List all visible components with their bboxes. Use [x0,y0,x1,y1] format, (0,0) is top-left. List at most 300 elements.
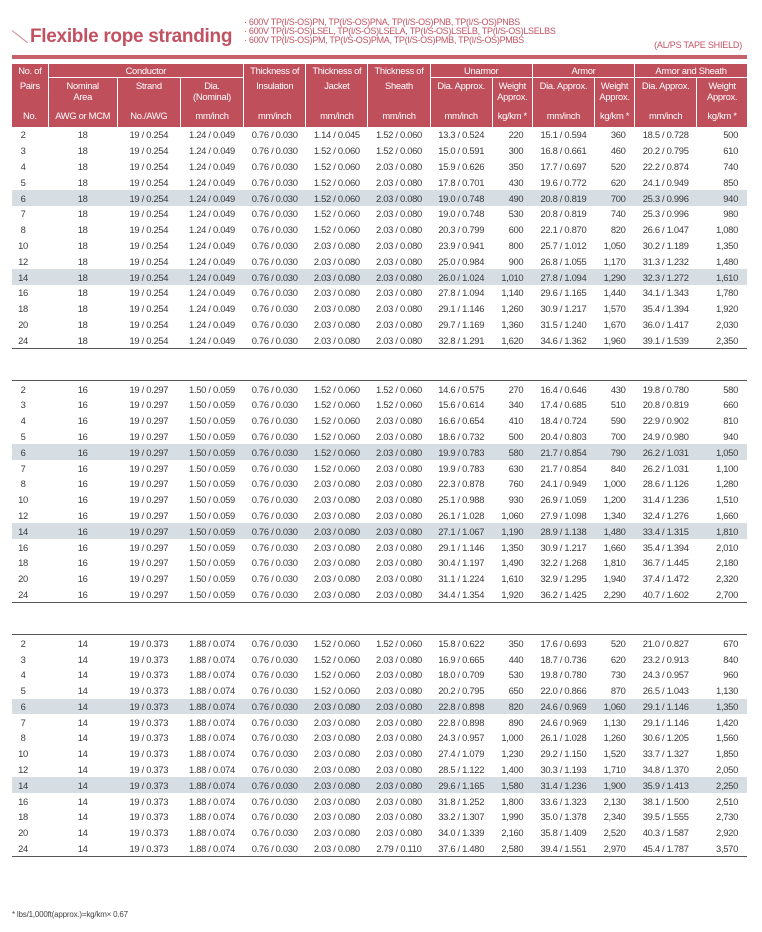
cell-jacket: 2.03 / 0.080 [313,748,360,760]
header-rule [12,55,747,59]
unit-unarmor-dia: mm/inch [430,104,492,127]
cell-sheath: 1.52 / 0.060 [368,381,430,397]
cell-jacket: 1.52 / 0.060 [306,381,368,397]
cell-dia-nominal: 1.50 / 0.059 [189,541,235,553]
cell-armor-weight: 1,570 [603,303,626,315]
cell-unarmor-dia: 30.4 / 1.197 [438,557,485,569]
cell-armor-dia: 22.0 / 0.866 [540,685,587,697]
cell-sheath: 2.03 / 0.080 [376,716,422,728]
cell-dia-nominal: 1.24 / 0.049 [189,145,235,157]
cell-dia-nominal: 1.88 / 0.074 [189,669,235,681]
cell-as-weight: 1,080 [716,224,738,236]
cell-as-dia: 26.2 / 1.031 [635,444,697,460]
cell-jacket: 1.52 / 0.060 [313,176,360,188]
cell-unarmor-weight: 1,800 [501,795,524,807]
cell-nominal-area: 18 [48,127,117,143]
cell-strand: 19 / 0.373 [129,653,169,665]
cell-pairs: 3 [20,145,26,157]
cell-unarmor-weight: 1,620 [492,332,532,348]
cell-dia-nominal: 1.24 / 0.049 [189,255,235,267]
cell-sheath: 2.03 / 0.080 [368,332,430,348]
cell-pairs: 8 [20,732,26,744]
cell-as-dia: 24.9 / 0.980 [642,430,689,442]
cell-armor-weight: 730 [610,669,626,681]
col-group-unarmor: Unarmor [430,64,532,78]
shield-type-label: (AL/PS TAPE SHIELD) [654,40,742,50]
cell-as-weight: 960 [723,669,738,681]
cell-strand: 19 / 0.373 [117,635,180,651]
cell-strand: 19 / 0.373 [117,777,180,793]
cell-sheath: 2.03 / 0.080 [368,777,430,793]
cell-pairs: 5 [20,430,26,442]
cell-armor-dia: 19.6 / 0.772 [540,176,587,188]
cell-unarmor-weight: 350 [508,160,524,172]
table-row [12,253,747,269]
cell-nominal-area: 18 [48,190,117,206]
spacer-cell [12,603,747,635]
cell-unarmor-weight: 340 [508,399,524,411]
cell-strand: 19 / 0.254 [129,160,169,172]
cell-as-dia: 26.5 / 1.043 [642,685,689,697]
cell-jacket: 2.03 / 0.080 [313,764,360,776]
spec-table-body [12,127,747,857]
cell-armor-dia: 30.9 / 1.217 [540,541,587,553]
cell-dia-nominal: 1.88 / 0.074 [189,811,235,823]
cell-jacket: 1.52 / 0.060 [313,160,360,172]
cell-jacket: 1.52 / 0.060 [313,685,360,697]
cell-unarmor-dia: 34.4 / 1.354 [430,587,492,603]
cell-strand: 19 / 0.297 [129,399,169,411]
cell-armor-dia: 32.9 / 1.295 [540,573,587,585]
table-row [12,683,747,699]
table-row [12,809,747,825]
cell-sheath: 2.03 / 0.080 [376,160,422,172]
cell-dia-nominal: 1.24 / 0.049 [189,208,235,220]
cell-pairs: 24 [12,587,48,603]
cell-as-dia: 35.9 / 1.413 [635,777,697,793]
cell-unarmor-dia: 19.9 / 0.783 [430,444,492,460]
cell-as-dia: 21.0 / 0.827 [635,635,697,651]
cell-as-weight: 2,320 [716,573,738,585]
cell-as-dia: 19.8 / 0.780 [635,381,697,397]
cell-nominal-area: 18 [77,255,88,267]
cell-armor-weight: 790 [594,444,634,460]
cell-insulation: 0.76 / 0.030 [244,127,306,143]
cell-insulation: 0.76 / 0.030 [251,811,298,823]
cell-unarmor-weight: 1,490 [501,557,524,569]
table-row [12,667,747,683]
cell-insulation: 0.76 / 0.030 [251,415,298,427]
cell-as-weight: 2,700 [697,587,747,603]
cell-as-dia: 35.4 / 1.394 [642,303,689,315]
cell-sheath: 1.52 / 0.060 [368,635,430,651]
cell-pairs: 10 [18,494,28,506]
cell-strand: 19 / 0.297 [129,509,169,521]
cell-unarmor-dia: 29.1 / 1.146 [438,303,485,315]
cell-unarmor-weight: 1,010 [492,269,532,285]
cell-as-weight: 1,850 [716,748,738,760]
cell-as-dia: 40.7 / 1.602 [635,587,697,603]
cell-unarmor-dia: 27.4 / 1.079 [438,748,485,760]
cell-nominal-area: 14 [77,811,88,823]
table-row [12,332,747,348]
cell-as-weight: 1,780 [716,287,738,299]
table-row [12,460,747,476]
cell-insulation: 0.76 / 0.030 [251,573,298,585]
cell-dia-nominal: 1.88 / 0.074 [189,795,235,807]
cell-unarmor-weight: 930 [508,494,524,506]
cell-insulation: 0.76 / 0.030 [244,777,306,793]
cell-as-dia: 30.6 / 1.205 [642,732,689,744]
cell-strand: 19 / 0.297 [129,430,169,442]
cell-pairs: 20 [18,318,28,330]
cell-armor-weight: 1,440 [603,287,626,299]
cell-insulation: 0.76 / 0.030 [244,635,306,651]
table-row [12,429,747,445]
table-row [12,699,747,715]
cell-dia-nominal: 1.88 / 0.074 [180,777,243,793]
cell-dia-nominal: 1.24 / 0.049 [180,269,243,285]
cell-armor-dia: 26.8 / 1.055 [540,255,587,267]
cell-sheath: 2.03 / 0.080 [376,764,422,776]
cell-sheath: 2.03 / 0.080 [376,732,422,744]
cell-dia-nominal: 1.50 / 0.059 [189,509,235,521]
col-nominal-area: Nominal Area [48,78,117,105]
table-row [12,635,747,651]
cell-jacket: 2.03 / 0.080 [306,777,368,793]
unit-dia: mm/inch [180,104,243,127]
cell-strand: 19 / 0.373 [129,669,169,681]
cell-as-weight: 500 [697,127,747,143]
cell-as-dia: 26.6 / 1.047 [642,224,689,236]
cell-as-weight: 1,420 [716,716,738,728]
cell-strand: 19 / 0.297 [117,444,180,460]
cell-nominal-area: 16 [77,573,88,585]
table-row [12,825,747,841]
cell-sheath: 2.03 / 0.080 [368,699,430,715]
cell-strand: 19 / 0.254 [129,255,169,267]
unit-armor-dia: mm/inch [532,104,594,127]
cell-unarmor-dia: 25.1 / 0.988 [438,494,485,506]
cell-as-weight: 1,350 [697,699,747,715]
cell-jacket: 2.03 / 0.080 [313,287,360,299]
cell-pairs: 24 [12,841,48,857]
cell-insulation: 0.76 / 0.030 [251,732,298,744]
cell-as-weight: 840 [723,653,738,665]
cell-jacket: 1.52 / 0.060 [313,462,360,474]
cell-unarmor-weight: 1,230 [501,748,524,760]
cell-nominal-area: 14 [77,827,88,839]
cell-strand: 19 / 0.297 [129,541,169,553]
cell-pairs: 14 [12,269,48,285]
cell-as-weight: 740 [723,160,738,172]
col-insulation-head: Thickness of [244,64,306,78]
cell-strand: 19 / 0.297 [129,415,169,427]
cell-as-dia: 32.4 / 1.276 [642,509,689,521]
cell-sheath: 2.03 / 0.080 [376,462,422,474]
cell-nominal-area: 18 [77,303,88,315]
table-row [12,190,747,206]
cell-as-weight: 2,250 [697,777,747,793]
table-row [12,714,747,730]
cell-as-dia: 38.1 / 1.500 [642,795,689,807]
cell-insulation: 0.76 / 0.030 [251,176,298,188]
cell-armor-weight: 1,200 [603,494,626,506]
cell-armor-dia: 30.9 / 1.217 [540,303,587,315]
cell-pairs: 5 [20,685,26,697]
model-line: · 600V TP(I/S-OS)PM, TP(I/S-OS)PMA, TP(I/S-OS)PMB, TP(I/S-OS)PMBS [244,35,524,45]
cell-sheath: 1.52 / 0.060 [368,127,430,143]
col-unarmor-dia: Dia. Approx. [430,78,492,105]
cell-pairs: 2 [12,127,48,143]
cell-armor-weight: 1,060 [594,699,634,715]
cell-jacket: 1.52 / 0.060 [313,208,360,220]
table-row [12,762,747,778]
cell-as-dia: 31.4 / 1.236 [642,494,689,506]
cell-unarmor-weight: 1,610 [501,573,524,585]
cell-sheath: 2.03 / 0.080 [376,509,422,521]
cell-nominal-area: 16 [77,494,88,506]
page-header [0,0,762,58]
unit-pairs: No. [12,104,48,127]
cell-nominal-area: 14 [77,716,88,728]
cell-pairs: 5 [20,176,26,188]
cell-unarmor-dia: 29.1 / 1.146 [438,541,485,553]
cell-as-dia: 24.1 / 0.949 [642,176,689,188]
cell-jacket: 1.52 / 0.060 [306,444,368,460]
table-row [12,174,747,190]
cell-insulation: 0.76 / 0.030 [244,523,306,539]
cell-as-weight: 1,280 [716,478,738,490]
cell-unarmor-dia: 25.0 / 0.984 [438,255,485,267]
col-sheath-head: Thickness of [368,64,430,78]
cell-armor-weight: 360 [594,127,634,143]
cell-pairs: 8 [20,478,26,490]
cell-pairs: 12 [18,509,28,521]
cell-sheath: 2.03 / 0.080 [376,557,422,569]
cell-jacket: 2.03 / 0.080 [313,255,360,267]
cell-sheath: 2.03 / 0.080 [376,748,422,760]
cell-insulation: 0.76 / 0.030 [251,795,298,807]
cell-sheath: 1.52 / 0.060 [376,145,422,157]
cell-insulation: 0.76 / 0.030 [244,381,306,397]
cell-pairs: 12 [18,764,28,776]
cell-insulation: 0.76 / 0.030 [251,653,298,665]
cell-nominal-area: 18 [77,160,88,172]
cell-insulation: 0.76 / 0.030 [251,430,298,442]
cell-strand: 19 / 0.373 [129,764,169,776]
cell-armor-dia: 29.2 / 1.150 [540,748,587,760]
cell-sheath: 2.03 / 0.080 [376,224,422,236]
cell-insulation: 0.76 / 0.030 [251,208,298,220]
cell-pairs: 16 [18,287,28,299]
unit-armor-weight: kg/km * [594,104,634,127]
cell-strand: 19 / 0.373 [117,841,180,857]
cell-pairs: 14 [12,777,48,793]
cell-as-dia: 29.1 / 1.146 [642,716,689,728]
cell-jacket: 1.52 / 0.060 [306,635,368,651]
cell-unarmor-dia: 22.8 / 0.898 [430,699,492,715]
cell-as-dia: 20.8 / 0.819 [642,399,689,411]
table-row [12,381,747,397]
cell-insulation: 0.76 / 0.030 [251,716,298,728]
cell-insulation: 0.76 / 0.030 [251,827,298,839]
cell-armor-weight: 620 [610,653,626,665]
cell-dia-nominal: 1.88 / 0.074 [180,699,243,715]
cell-armor-weight: 620 [610,176,626,188]
cell-nominal-area: 16 [48,381,117,397]
cell-as-weight: 1,100 [716,462,738,474]
cell-armor-weight: 1,520 [603,748,626,760]
cell-sheath: 2.03 / 0.080 [376,541,422,553]
cell-dia-nominal: 1.88 / 0.074 [189,748,235,760]
table-row [12,127,747,143]
cell-armor-weight: 510 [610,399,626,411]
cell-armor-dia: 21.7 / 0.854 [540,462,587,474]
cell-unarmor-weight: 1,260 [501,303,524,315]
cell-armor-weight: 1,290 [594,269,634,285]
cell-dia-nominal: 1.24 / 0.049 [180,127,243,143]
cell-dia-nominal: 1.24 / 0.049 [189,303,235,315]
cell-sheath: 2.03 / 0.080 [376,653,422,665]
cell-unarmor-weight: 300 [508,145,524,157]
group-spacer [12,349,747,381]
cell-pairs: 6 [12,444,48,460]
cell-strand: 19 / 0.297 [129,462,169,474]
table-row [12,587,747,603]
cell-insulation: 0.76 / 0.030 [251,287,298,299]
cell-pairs: 3 [20,653,26,665]
cell-dia-nominal: 1.50 / 0.059 [189,573,235,585]
cell-insulation: 0.76 / 0.030 [251,478,298,490]
cell-dia-nominal: 1.50 / 0.059 [189,399,235,411]
cell-unarmor-weight: 630 [508,462,524,474]
cell-insulation: 0.76 / 0.030 [251,303,298,315]
cell-nominal-area: 18 [77,208,88,220]
cell-as-dia: 24.3 / 0.957 [642,669,689,681]
cell-armor-weight: 1,340 [603,509,626,521]
cell-dia-nominal: 1.50 / 0.059 [189,430,235,442]
cell-insulation: 0.76 / 0.030 [251,494,298,506]
table-row [12,539,747,555]
cell-unarmor-weight: 1,400 [501,764,524,776]
cell-dia-nominal: 1.24 / 0.049 [189,318,235,330]
cell-jacket: 2.03 / 0.080 [306,332,368,348]
cell-dia-nominal: 1.50 / 0.059 [189,462,235,474]
cell-as-weight: 1,560 [716,732,738,744]
cell-armor-dia: 26.1 / 1.028 [540,732,587,744]
cell-nominal-area: 18 [77,176,88,188]
cell-nominal-area: 16 [77,541,88,553]
cell-pairs: 8 [20,224,26,236]
cell-armor-dia: 27.9 / 1.098 [540,509,587,521]
cell-as-dia: 39.5 / 1.555 [642,811,689,823]
table-row [12,317,747,333]
cell-strand: 19 / 0.373 [129,748,169,760]
cell-armor-weight: 740 [610,208,626,220]
table-row [12,746,747,762]
cell-unarmor-dia: 27.1 / 1.067 [430,523,492,539]
cell-strand: 19 / 0.373 [129,685,169,697]
table-row [12,301,747,317]
cell-sheath: 2.03 / 0.080 [376,430,422,442]
cell-jacket: 1.52 / 0.060 [306,190,368,206]
cell-dia-nominal: 1.88 / 0.074 [189,716,235,728]
col-as-dia: Dia. Approx. [635,78,697,105]
cell-nominal-area: 14 [77,653,88,665]
cell-armor-weight: 2,130 [603,795,626,807]
cell-unarmor-weight: 820 [492,699,532,715]
cell-armor-dia: 17.7 / 0.697 [540,160,587,172]
cell-insulation: 0.76 / 0.030 [251,239,298,251]
cell-armor-weight: 1,050 [603,239,626,251]
cell-jacket: 2.03 / 0.080 [313,795,360,807]
unit-as-dia: mm/inch [635,104,697,127]
model-list [244,18,556,45]
cell-unarmor-dia: 14.6 / 0.575 [430,381,492,397]
cell-strand: 19 / 0.297 [129,478,169,490]
cell-sheath: 2.79 / 0.110 [368,841,430,857]
cell-strand: 19 / 0.297 [129,557,169,569]
table-row [12,841,747,857]
cell-pairs: 10 [18,239,28,251]
cell-as-weight: 670 [697,635,747,651]
cell-sheath: 2.03 / 0.080 [376,303,422,315]
cell-armor-dia: 18.7 / 0.736 [540,653,587,665]
cell-unarmor-dia: 31.1 / 1.224 [438,573,485,585]
cell-armor-dia: 36.2 / 1.425 [532,587,594,603]
cell-armor-dia: 24.6 / 0.969 [540,716,587,728]
cell-unarmor-dia: 26.1 / 1.028 [438,509,485,521]
cell-armor-dia: 31.4 / 1.236 [532,777,594,793]
cell-strand: 19 / 0.297 [117,523,180,539]
cell-dia-nominal: 1.88 / 0.074 [189,732,235,744]
cell-unarmor-dia: 34.0 / 1.339 [438,827,485,839]
cell-pairs: 4 [20,669,26,681]
cell-unarmor-weight: 490 [492,190,532,206]
cell-sheath: 2.03 / 0.080 [376,827,422,839]
cell-unarmor-dia: 32.8 / 1.291 [430,332,492,348]
cell-as-dia: 36.0 / 1.417 [642,318,689,330]
cell-as-weight: 1,050 [697,444,747,460]
cell-unarmor-dia: 22.8 / 0.898 [438,716,485,728]
cell-nominal-area: 16 [77,478,88,490]
cell-jacket: 2.03 / 0.080 [313,541,360,553]
cell-as-dia: 33.7 / 1.327 [642,748,689,760]
unit-sheath: mm/inch [368,104,430,127]
cell-strand: 19 / 0.373 [129,811,169,823]
cell-armor-dia: 33.6 / 1.323 [540,795,587,807]
cell-strand: 19 / 0.373 [117,699,180,715]
cell-as-weight: 2,030 [716,318,738,330]
cell-unarmor-dia: 26.0 / 1.024 [430,269,492,285]
cell-sheath: 2.03 / 0.080 [376,669,422,681]
group-spacer [12,603,747,635]
cell-armor-dia: 20.8 / 0.819 [540,208,587,220]
cell-as-dia: 33.4 / 1.315 [635,523,697,539]
cell-unarmor-weight: 1,190 [492,523,532,539]
cell-strand: 19 / 0.254 [117,332,180,348]
cell-armor-weight: 1,900 [594,777,634,793]
cell-pairs: 18 [18,811,28,823]
cell-jacket: 2.03 / 0.080 [313,811,360,823]
col-jacket-head: Thickness of [306,64,368,78]
cell-nominal-area: 14 [77,669,88,681]
cell-nominal-area: 18 [77,287,88,299]
footnote: * lbs/1,000ft(approx.)=kg/km× 0.67 [12,910,128,919]
table-row [12,793,747,809]
unit-area: AWG or MCM [48,104,117,127]
